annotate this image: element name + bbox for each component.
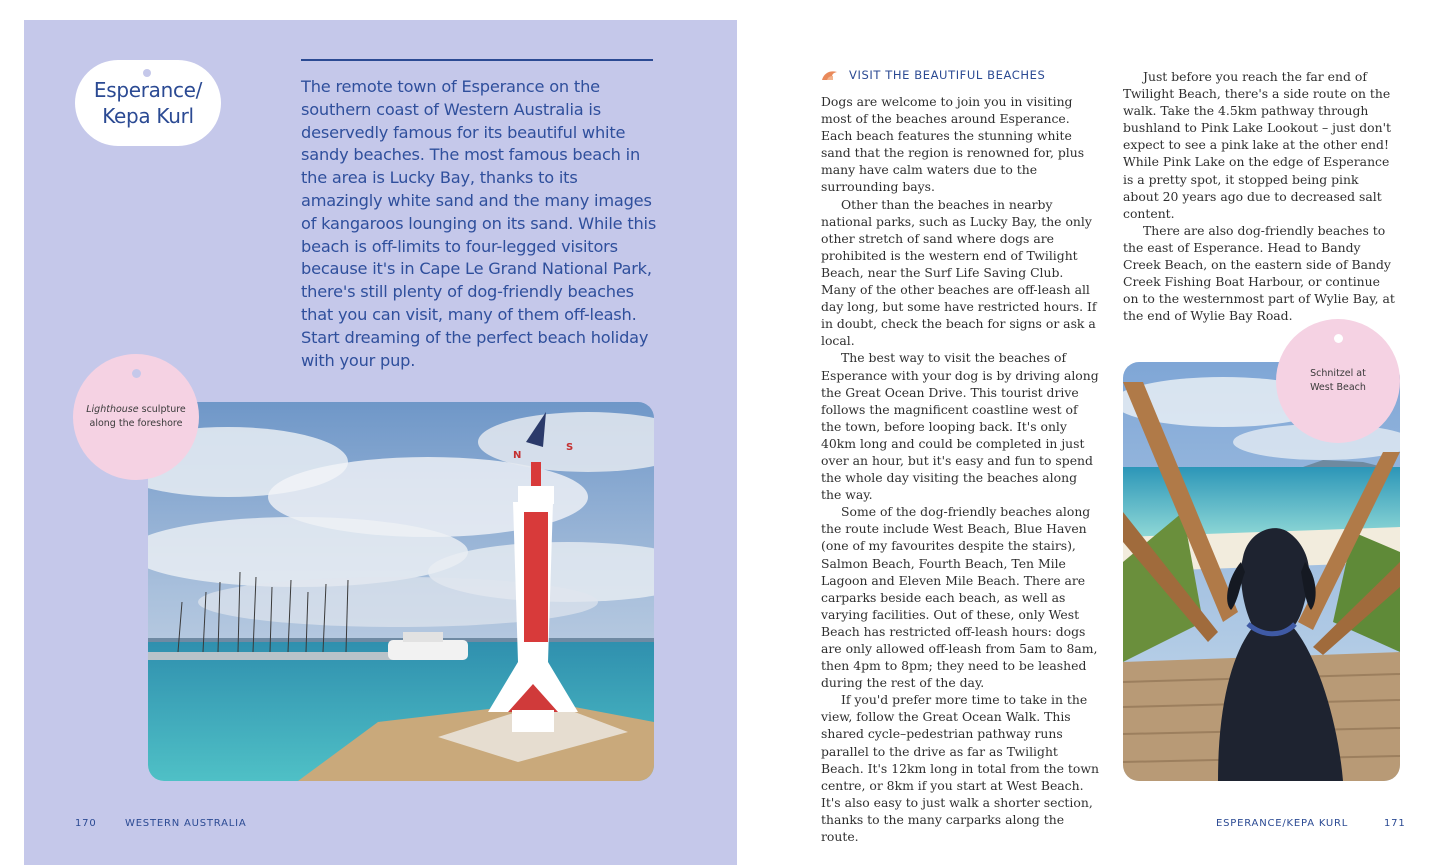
section-heading-row (821, 68, 1045, 82)
dog-caption-line2: West Beach (1310, 382, 1366, 393)
left-running-head: WESTERN AUSTRALIA (125, 818, 247, 829)
left-page-number: 170 (75, 818, 97, 829)
lighthouse-photo (148, 402, 654, 781)
badge-hole (1334, 334, 1343, 343)
lighthouse-caption-badge (76, 357, 196, 477)
body-column-2 (1123, 68, 1395, 324)
dog-caption-badge (1279, 322, 1397, 440)
body-paragraph: Other than the beaches in nearby national parks, such as Lucky Bay, the only other stretch of sand where dogs are prohibited is the western end of Twilight Beach, near the Surf Life Saving Club. Many of the other beaches are off-leash all day long, but some have restricted hours. If in doubt, check the beach for signs or ask a local. (821, 196, 1097, 349)
body-paragraph: Some of the dog-friendly beaches along the route include West Beach, Blue Haven (one of my favourites despite the stairs), Salmon Beach, Fourth Beach, Ten Mile Lagoon and Eleven Mile Beach. There are carparks beside each beach, as well as varying facilities. Out of these, only West Beach has restricted off-leash hours: dogs are only allowed off-leash from 5am to 8am, then 4pm to 8pm; they need to be leashed during the rest of the day. (821, 504, 1098, 691)
lighthouse-caption-italic: Lighthouse (86, 404, 139, 415)
body-paragraph: Dogs are welcome to join you in visiting most of the beaches around Esperance. Each beach features the stunning white sand that the region is renowned for, plus many have calm waters due to the surrounding bays. (821, 94, 1085, 195)
intro-paragraph: The remote town of Esperance on the southern coast of Western Australia is deservedly famous for its beautiful white sandy beaches. The most famous beach in the area is Lucky Bay, thanks to its amazingly white sand and the many images of kangaroos lounging on its sand. While this beach is off-limits to four-legged visitors because it's in Cape Le Grand National Park, there's still plenty of dog-friendly beaches that you can visit, many of them off-leash. Start dreaming of the perfect beach holiday with your pup. (301, 77, 657, 370)
dog-caption-line1: Schnitzel at (1310, 368, 1366, 379)
lighthouse-caption-rest: sculpture (138, 404, 186, 415)
lighthouse-letter-s: S (566, 442, 574, 453)
right-page-number: 171 (1384, 818, 1406, 829)
wave-icon (821, 69, 839, 81)
tag-hole (143, 69, 151, 77)
lighthouse-letter-n: N (513, 450, 522, 461)
chapter-title-line1: Esperance/ (93, 78, 203, 102)
intro-rule (301, 59, 653, 61)
chapter-title (94, 77, 202, 129)
body-paragraph: The best way to visit the beaches of Esperance with your dog is by driving along the Great Ocean Drive. This tourist drive follows the magnificent coastline west of the town, before looping back. It's only 40km long and could be completed in just over an hour, but it's easy and fun to spend the whole day visiting the beaches along the way. (821, 350, 1099, 503)
body-paragraph: There are also dog-friendly beaches to the east of Esperance. Head to Bandy Creek Beach, on the eastern side of Bandy Creek Fishing Boat Harbour, or continue on to the westernmost part of Wylie Bay, at the end of Wylie Bay Road. (1123, 222, 1395, 324)
body-column-1 (821, 93, 1101, 845)
body-paragraph: If you'd prefer more time to take in the view, follow the Great Ocean Walk. This shared cycle–pedestrian pathway runs parallel to the drive as far as Twilight Beach. It's 12km long in total from the town centre, or 8km if you start at West Beach. It's also easy to just walk a shorter section, thanks to the many carparks along the route. (821, 692, 1099, 845)
lighthouse-caption-line2: along the foreshore (89, 418, 183, 429)
chapter-title-line2: Kepa Kurl (102, 104, 194, 128)
right-running-head: ESPERANCE/KEPA KURL (1216, 818, 1349, 829)
body-paragraph: Just before you reach the far end of Twilight Beach, there's a side route on the walk. Take the 4.5km pathway through bushland to Pink Lake Lookout – just don't expect to see a pink lake at the other end! While Pink Lake on the edge of Esperance is a pretty spot, it stopped being pink about 20 years ago due to decreased salt content. (1123, 69, 1391, 221)
chapter-title-tag (75, 60, 221, 146)
lighthouse-caption (86, 403, 186, 431)
section-heading: VISIT THE BEAUTIFUL BEACHES (849, 68, 1046, 82)
dog-caption (1310, 367, 1366, 395)
badge-hole (132, 369, 141, 378)
